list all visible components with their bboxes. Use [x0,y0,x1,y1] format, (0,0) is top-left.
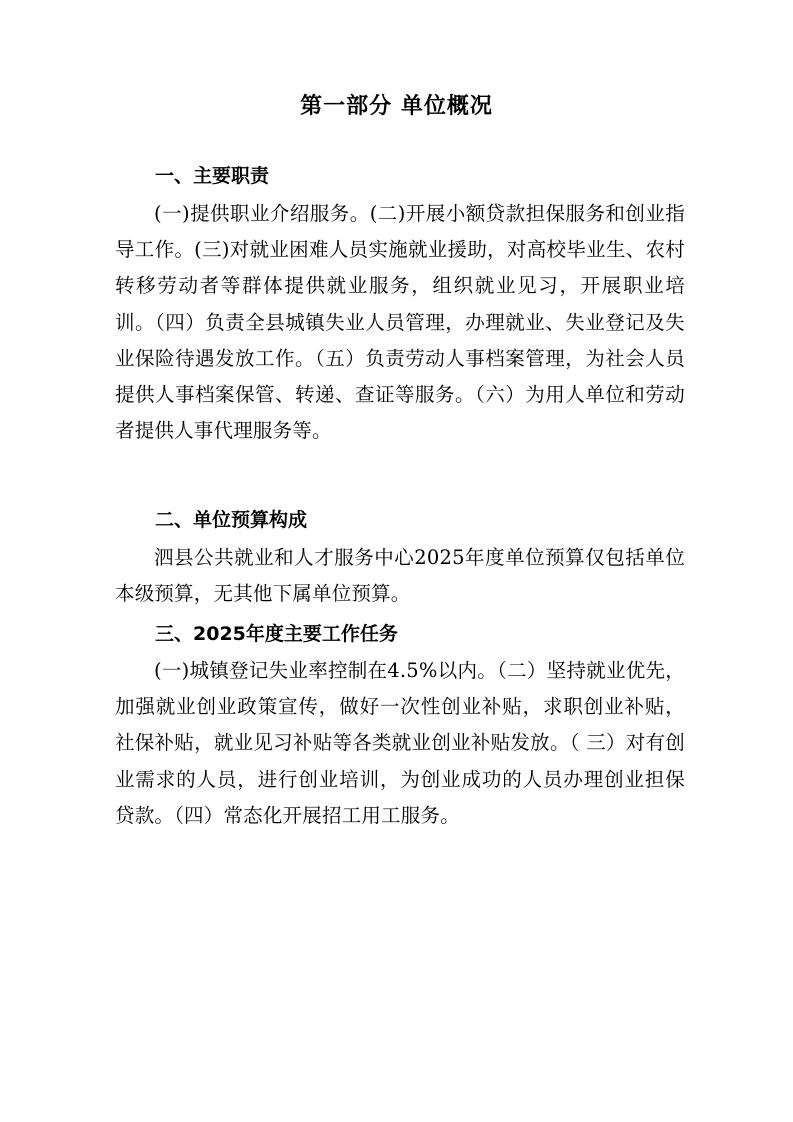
section-body-main-tasks: (一)城镇登记失业率控制在4.5%以内。（二）坚持就业优先，加强就业创业政策宣传，做好一次性创业补贴，求职创业补贴，社保补贴，就业见习补贴等各类就业创业补贴发放。（ 三）对有创业需求的人员，进行创业培训，为创业成功的人员办理创业担保贷款。（四）常态化开展招工用工服务。 [115,659,685,827]
section-heading-budget-composition: 二、单位预算构成 [155,509,308,531]
section-heading-main-tasks: 三、2025年度主要工作任务 [155,623,398,645]
section-body-budget-composition: 泗县公共就业和人才服务中心2025年度单位预算仅包括单位本级预算，无其他下属单位预算。 [115,546,685,606]
section-body-main-duties: (一)提供职业介绍服务。(二)开展小额贷款担保服务和创业指导工作。(三)对就业困难人员实施就业援助，对高校毕业生、农村转移劳动者等群体提供就业服务，组织就业见习，开展职业培训。（四）负责全县城镇失业人员管理，办理就业、失业登记及失业保险待遇发放工作。（五）负责劳动人事档案管理，为社会人员提供人事档案保管、转递、查证等服务。（六）为用人单位和劳动者提供人事代理服务等。 [115,202,685,443]
page-title: 第一部分 单位概况 [300,94,493,119]
section-heading-main-duties: 一、主要职责 [155,165,270,187]
